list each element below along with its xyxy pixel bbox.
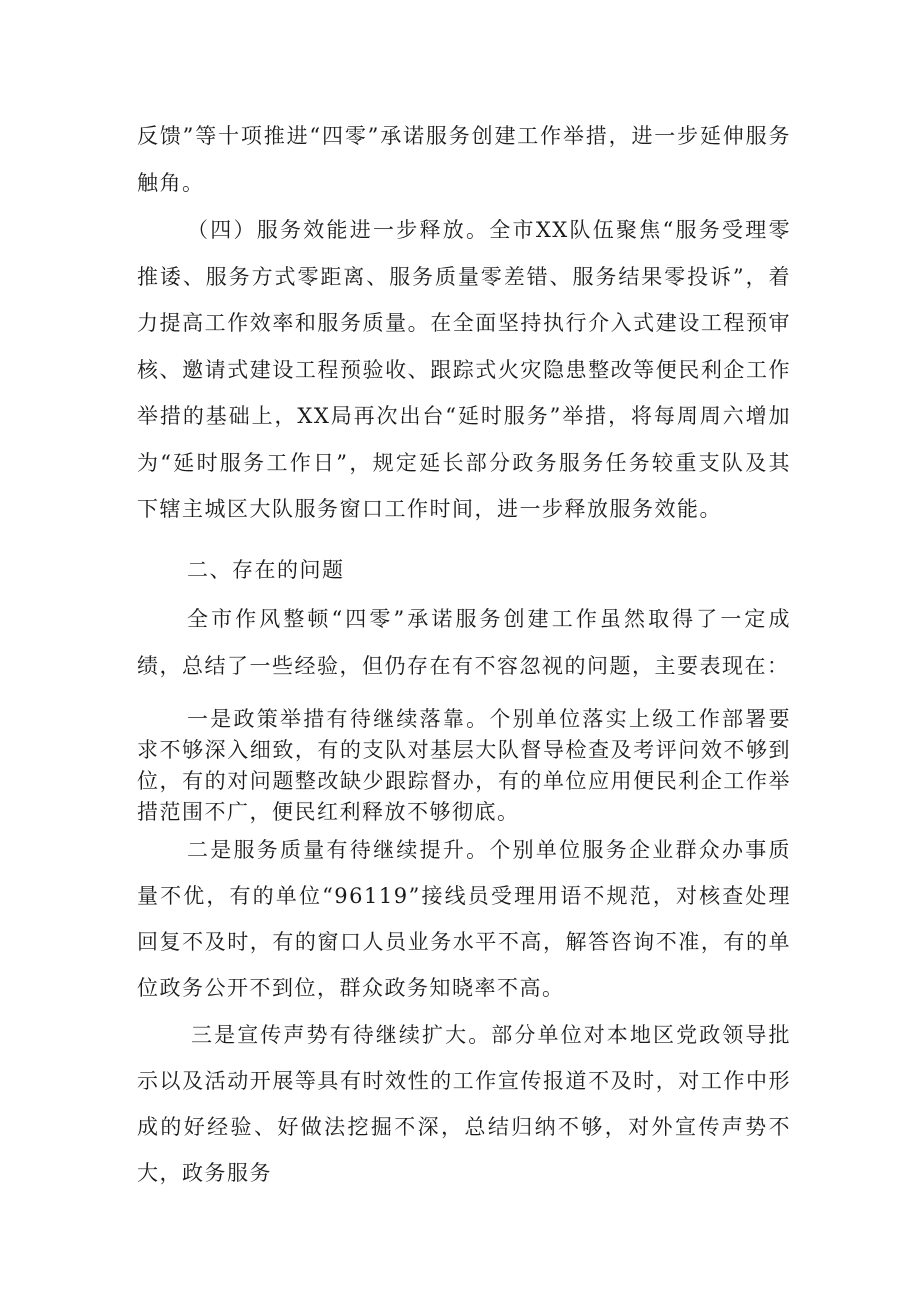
paragraph-continuation: 反馈”等十项推进“四零”承诺服务创建工作举措，进一步延伸服务触角。 — [137, 124, 791, 195]
section-heading-problems: 二、存在的问题 — [187, 558, 345, 582]
paragraph-problems-intro: 全市作风整顿“四零”承诺服务创建工作虽然取得了一定成绩，总结了一些经验，但仍存在有不容忽视的问题，主要表现在： — [137, 607, 791, 678]
paragraph-publicity: 三是宣传声势有待继续扩大。部分单位对本地区党政领导批示以及活动开展等具有时效性的工作宣传报道不及时，对工作中形成的好经验、好做法挖掘不深，总结归纳不够，对外宣传声势不大，政务服务 — [137, 1023, 791, 1185]
paragraph-policy-measures: 一是政策举措有待继续落靠。个别单位落实上级工作部署要求不够深入细致，有的支队对基层大队督导检查及考评问效不够到位，有的对问题整改缺少跟踪督办，有的单位应用便民利企工作举措范围不广，便民红利释放不够彻底。 — [137, 707, 791, 824]
paragraph-service-quality: 二是服务质量有待继续提升。个别单位服务企业群众办事质量不优，有的单位“96119”接线员受理用语不规范，对核查处理回复不及时，有的窗口人员业务水平不高，解答咨询不准，有的单位政务公开不到位，群众政务知晓率不高。 — [137, 838, 791, 1000]
paragraph-service-efficiency: （四）服务效能进一步释放。全市XX队伍聚焦“服务受理零推诿、服务方式零距离、服务质量零差错、服务结果零投诉”，着力提高工作效率和服务质量。在全面坚持执行介入式建设工程预审核、邀请式建设工程预验收、跟踪式火灾隐患整改等便民利企工作举措的基础上，XX局再次出台“延时服务”举措，将每周周六增加为“延时服务工作日”，规定延长部分政务服务任务较重支队及其下辖主城区大队服务窗口工作时间，进一步释放服务效能。 — [137, 218, 791, 521]
